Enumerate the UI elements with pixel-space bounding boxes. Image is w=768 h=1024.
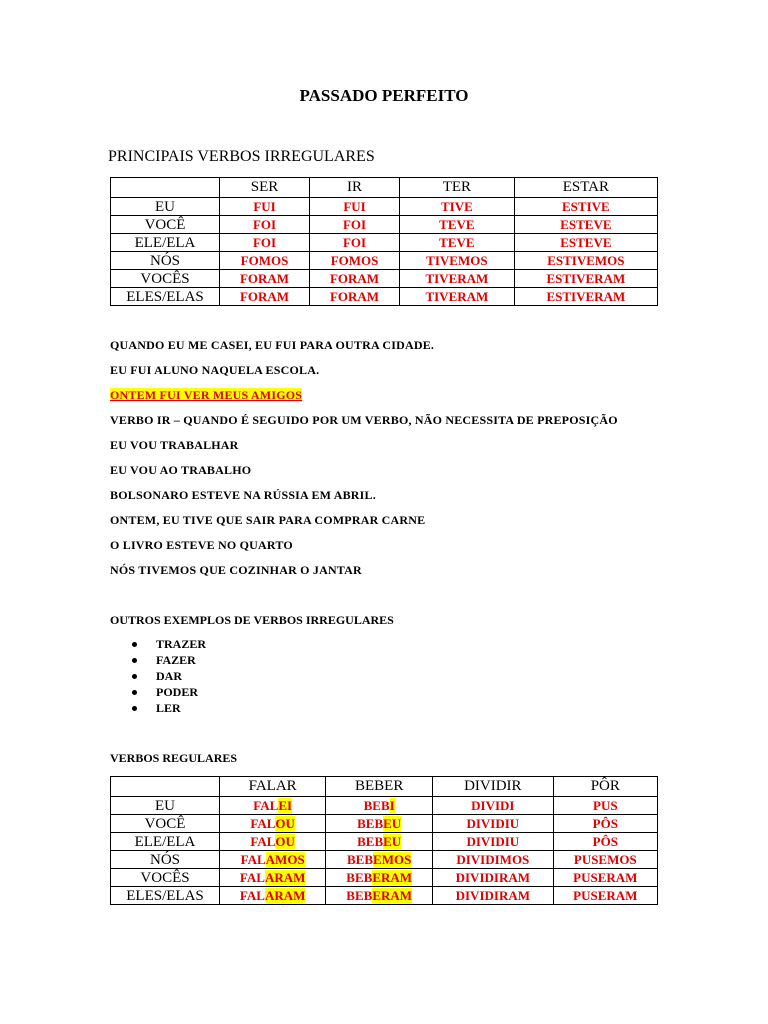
table-cell [326,797,433,815]
header-ser: SER [220,178,310,198]
list-item [128,652,206,668]
verb-ending: EI [278,797,293,813]
list-item-text: TRAZER [156,637,207,651]
table-row [111,270,658,288]
table-cell [433,869,554,887]
table-cell: FUI [310,198,400,216]
verb-ending: OU [275,833,295,849]
table-cell [553,887,657,905]
header-dividir: DIVIDIR [433,777,554,797]
row-label: VOCÊ [111,815,220,833]
table-row [111,216,658,234]
table-row [111,851,658,869]
table-cell [326,833,433,851]
table-row [111,198,658,216]
table-row [111,797,658,815]
sentence-line: QUANDO EU ME CASEI, EU FUI PARA OUTRA CIDADE. [110,338,435,352]
verb-stem: BEB [346,869,373,885]
verb-ending: EMOS [373,851,412,867]
list-item [128,668,206,684]
verb-stem: PUSEMOS [573,851,637,867]
verb-stem: DIVIDIU [466,833,520,849]
table-row [111,288,658,306]
verb-stem: BEB [346,887,373,903]
verb-ending: ARAM [264,887,306,903]
irregular-verbs-table [110,177,658,306]
section-heading-regular: VERBOS REGULARES [110,751,238,765]
sentence-line: VERBO IR – QUANDO É SEGUIDO POR UM VERBO, NÃO NECESSITA DE PREPOSIÇÃO [110,413,618,427]
table-cell: FORAM [220,270,310,288]
list-item [128,636,206,652]
bullet-icon [132,690,137,695]
table-cell [326,869,433,887]
table-cell [433,887,554,905]
table-cell [220,887,326,905]
table-cell: FORAM [310,288,400,306]
verb-ending: EU [383,815,402,831]
verb-ending: ERAM [372,869,413,885]
header-por: PÔR [553,777,657,797]
row-label: ELE/ELA [111,833,220,851]
row-label: ELE/ELA [111,234,220,252]
verb-stem: BEB [357,815,384,831]
verb-stem: PÔS [592,815,618,831]
section-heading-irregular: PRINCIPAIS VERBOS IRREGULARES [108,148,375,165]
verb-stem: PUSERAM [573,887,638,903]
verb-stem: FAL [253,797,279,813]
table-cell: TEVE [400,216,515,234]
table-cell [220,869,326,887]
verb-ending: I [389,797,395,813]
table-cell [326,815,433,833]
table-cell [220,851,326,869]
header-ir: IR [310,178,400,198]
row-label: VOCÊS [111,869,220,887]
table-cell: ESTIVEMOS [514,252,657,270]
header-beber: BEBER [326,777,433,797]
highlighted-sentence-text: ONTEM FUI VER MEUS AMIGOS [110,388,303,402]
table-cell: ESTIVERAM [514,288,657,306]
table-cell: FOMOS [220,252,310,270]
table-row [111,234,658,252]
table-cell: FOI [220,234,310,252]
table-cell [326,887,433,905]
section-heading-other-irregular: OUTROS EXEMPLOS DE VERBOS IRREGULARES [110,613,394,627]
table-row [111,833,658,851]
table-row [111,252,658,270]
highlighted-sentence [110,388,302,403]
table-cell: ESTEVE [514,216,657,234]
list-item-text: DAR [156,669,182,683]
table-cell [433,797,554,815]
list-item-text: FAZER [156,653,196,667]
table-cell: TIVERAM [400,270,515,288]
verb-ending: ERAM [372,887,413,903]
regular-verbs-table [110,776,658,905]
verb-ending: EU [383,833,402,849]
bullet-icon [132,642,137,647]
row-label: ELES/ELAS [111,288,220,306]
sentence-line: O LIVRO ESTEVE NO QUARTO [110,538,293,552]
table-cell: TIVE [400,198,515,216]
table-cell [220,815,326,833]
table-cell: TIVEMOS [400,252,515,270]
sentence-line: BOLSONARO ESTEVE NA RÚSSIA EM ABRIL. [110,488,376,502]
table-cell: FOI [310,216,400,234]
bullet-icon [132,674,137,679]
table-cell: FOMOS [310,252,400,270]
verb-stem: BEB [347,851,374,867]
header-empty [111,178,220,198]
table-cell [433,833,554,851]
row-label: VOCÊ [111,216,220,234]
table-cell [326,851,433,869]
table-row [111,887,658,905]
table-cell: FOI [310,234,400,252]
verb-stem: DIVIDIRAM [455,869,530,885]
sentence-line: EU FUI ALUNO NAQUELA ESCOLA. [110,363,320,377]
table-cell: ESTIVERAM [514,270,657,288]
verb-stem: DIVIDIMOS [456,851,530,867]
verb-stem: DIVIDI [471,797,515,813]
bullet-icon [132,658,137,663]
list-item-text: PODER [156,685,198,699]
table-cell [433,815,554,833]
list-item [128,684,206,700]
table-cell [220,797,326,815]
verb-stem: FAL [250,833,276,849]
table-cell [220,833,326,851]
table-row [111,869,658,887]
table-header-row [111,178,658,198]
table-cell: ESTEVE [514,234,657,252]
row-label: NÓS [111,252,220,270]
row-label: ELES/ELAS [111,887,220,905]
bullet-icon [132,706,137,711]
verb-ending: OU [275,815,295,831]
verb-ending: ARAM [264,869,306,885]
table-cell [553,833,657,851]
verb-stem: BEB [363,797,390,813]
row-label: NÓS [111,851,220,869]
table-cell: TIVERAM [400,288,515,306]
sentence-line: NÓS TIVEMOS QUE COZINHAR O JANTAR [110,563,362,577]
row-label: EU [111,797,220,815]
table-header-row [111,777,658,797]
table-cell: FORAM [310,270,400,288]
list-item [128,700,206,716]
sentence-line: EU VOU TRABALHAR [110,438,239,452]
verb-ending: AMOS [265,851,305,867]
table-cell [553,869,657,887]
verb-stem: PUS [593,797,618,813]
table-row [111,815,658,833]
table-cell [553,797,657,815]
verb-stem: BEB [357,833,384,849]
table-cell [553,815,657,833]
list-item-text: LER [156,701,181,715]
verb-stem: FAL [239,869,265,885]
row-label: EU [111,198,220,216]
header-ter: TER [400,178,515,198]
sentence-line: EU VOU AO TRABALHO [110,463,252,477]
bullet-list [128,636,206,716]
verb-stem: FAL [239,887,265,903]
table-cell: TEVE [400,234,515,252]
table-cell [553,851,657,869]
verb-stem: DIVIDIRAM [455,887,530,903]
verb-stem: FAL [240,851,266,867]
verb-stem: DIVIDIU [466,815,520,831]
row-label: VOCÊS [111,270,220,288]
table-cell: FORAM [220,288,310,306]
header-falar: FALAR [220,777,326,797]
verb-stem: FAL [250,815,276,831]
page-title: PASSADO PERFEITO [299,86,469,105]
verb-stem: PÔS [592,833,618,849]
table-cell: ESTIVE [514,198,657,216]
header-estar: ESTAR [514,178,657,198]
table-cell: FUI [220,198,310,216]
table-cell [433,851,554,869]
verb-stem: PUSERAM [573,869,638,885]
table-cell: FOI [220,216,310,234]
sentence-line: ONTEM, EU TIVE QUE SAIR PARA COMPRAR CARNE [110,513,426,527]
header-empty [111,777,220,797]
